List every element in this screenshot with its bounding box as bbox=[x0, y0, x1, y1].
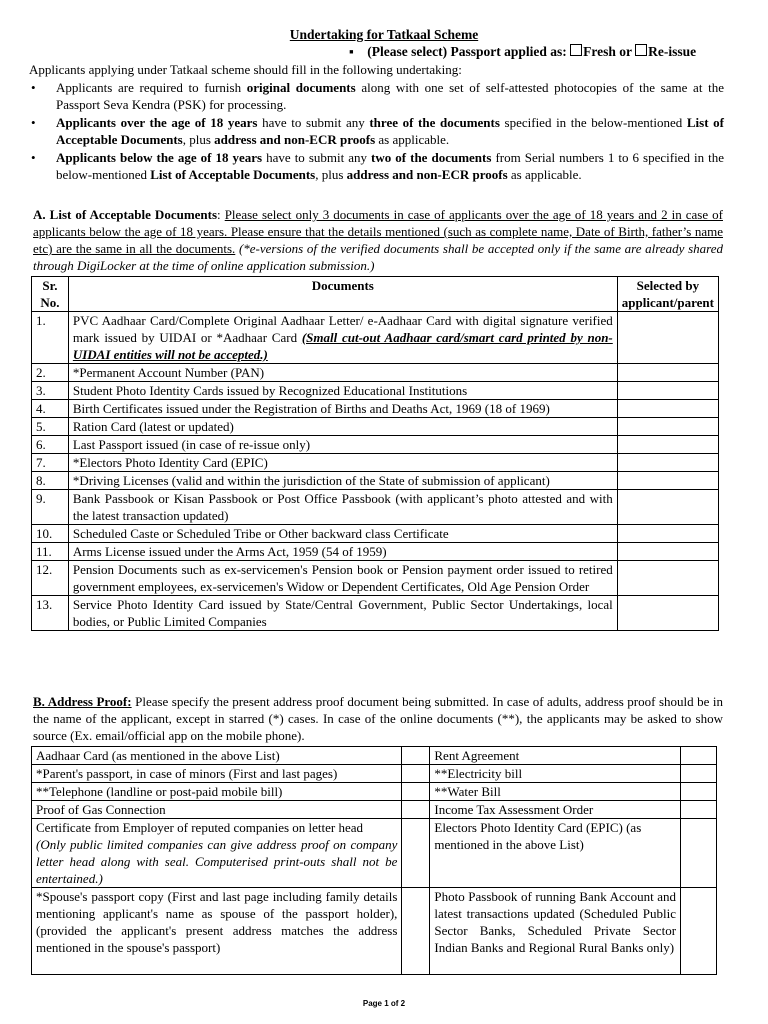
row-number: 1. bbox=[32, 312, 69, 364]
address-proof-option: **Water Bill bbox=[430, 783, 681, 801]
row-number: 7. bbox=[32, 454, 69, 472]
bullet-text: along with one set of self-attested photocopies of the same at the Passport Seva Kendra (PSK) for processing. bbox=[56, 80, 724, 112]
bullet-emphasis: Applicants over the age of 18 years bbox=[56, 115, 258, 130]
document-name: Pension Documents such as ex-servicemen's Pension book or Pension payment order issued to retired government employees, ex-servicemen's Widow or Dependent Certificates, Old Age Pension Order bbox=[68, 561, 617, 596]
selection-cell[interactable] bbox=[617, 400, 718, 418]
passport-type-selector bbox=[349, 43, 696, 60]
selection-cell[interactable] bbox=[617, 454, 718, 472]
address-proof-option: *Spouse's passport copy (First and last page including family details mentioning applicant's name as spouse of the passport holder), (provided the applicant's present address matches the address mentioned in the spouse's passport) bbox=[32, 888, 402, 975]
row-number: 10. bbox=[32, 525, 69, 543]
row-number: 4. bbox=[32, 400, 69, 418]
address-proof-option: *Parent's passport, in case of minors (First and last pages) bbox=[32, 765, 402, 783]
section-a-heading: A. List of Acceptable Documents bbox=[33, 207, 218, 222]
row-number: 5. bbox=[32, 418, 69, 436]
bullet-emphasis: original documents bbox=[246, 80, 356, 95]
document-warning: (Small cut-out Aadhaar card/smart card printed by non-UIDAI entities will not be accepted.) bbox=[72, 330, 613, 362]
bullet-square-icon: ▪ bbox=[349, 44, 354, 59]
column-header-sr: Sr. No. bbox=[32, 277, 69, 312]
column-header-selected: Selected by applicant/parent bbox=[617, 277, 718, 312]
selector-prefix: (Please select) Passport applied as: bbox=[367, 44, 567, 59]
bullet-emphasis: address and non-ECR proofs bbox=[346, 167, 508, 182]
document-name: *Permanent Account Number (PAN) bbox=[68, 364, 617, 382]
row-number: 13. bbox=[32, 596, 69, 631]
address-proof-option: Income Tax Assessment Order bbox=[430, 801, 681, 819]
document-name: *Driving Licenses (valid and within the jurisdiction of the State of submission of applicant) bbox=[68, 472, 617, 490]
selection-cell[interactable] bbox=[617, 596, 718, 631]
table-row bbox=[32, 312, 719, 364]
section-a-note: (*e-versions of the verified documents shall be accepted only if the same are already shared through DigiLocker at the time of online application submission.) bbox=[33, 241, 723, 273]
section-a-intro bbox=[33, 206, 723, 274]
selection-cell[interactable] bbox=[617, 561, 718, 596]
bullet-text: as applicable. bbox=[375, 132, 450, 147]
selection-cell[interactable] bbox=[402, 765, 430, 783]
fresh-checkbox[interactable] bbox=[570, 44, 582, 56]
selection-cell[interactable] bbox=[402, 888, 430, 975]
address-proof-option: **Telephone (landline or post-paid mobile bill) bbox=[32, 783, 402, 801]
selection-cell[interactable] bbox=[617, 312, 718, 364]
selection-cell[interactable] bbox=[617, 525, 718, 543]
column-header-documents: Documents bbox=[68, 277, 617, 312]
bullet-text: , plus bbox=[315, 167, 347, 182]
table-row bbox=[32, 765, 717, 783]
instructions-list bbox=[31, 79, 724, 184]
table-row bbox=[32, 490, 719, 525]
document-text: PVC Aadhaar Card/Complete Original Aadhaar Letter/ e-Aadhaar Card with digital signature verified mark issued by UIDAI or *Aadhaar Card bbox=[72, 313, 613, 345]
list-item bbox=[31, 149, 724, 183]
selection-cell[interactable] bbox=[402, 819, 430, 888]
bullet-text: as applicable. bbox=[507, 167, 582, 182]
address-proof-option: Electors Photo Identity Card (EPIC) (as mentioned in the above List) bbox=[430, 819, 681, 888]
table-row bbox=[32, 543, 719, 561]
selection-cell[interactable] bbox=[681, 783, 717, 801]
bullet-emphasis: three of the documents bbox=[369, 115, 500, 130]
document-name: Birth Certificates issued under the Registration of Births and Deaths Act, 1969 (18 of 1969) bbox=[68, 400, 617, 418]
document-name: Scheduled Caste or Scheduled Tribe or Other backward class Certificate bbox=[68, 525, 617, 543]
address-proof-option: Rent Agreement bbox=[430, 747, 681, 765]
table-row bbox=[32, 454, 719, 472]
colon: : bbox=[217, 207, 225, 222]
selection-cell[interactable] bbox=[402, 747, 430, 765]
section-a-instructions: Please select only 3 documents in case of applicants over the age of 18 years and 2 in case of applicants below the age of 18 years. Please ensure that the details mentioned (such as complete name, Date of Birth, father’s name etc) are the same in all the documents. bbox=[33, 207, 723, 256]
table-row bbox=[32, 596, 719, 631]
table-row bbox=[32, 888, 717, 975]
section-b-instructions: Please specify the present address proof document being submitted. In case of adults, address proof should be in the name of the applicant, except in starred (*) cases. In case of the online documents (**), the applicants may be asked to show source (Ex. email/official app on the mobile phone). bbox=[33, 694, 724, 743]
bullet-emphasis: Applicants below the age of 18 years bbox=[56, 150, 263, 165]
address-proof-option: Proof of Gas Connection bbox=[32, 801, 402, 819]
option-note: (Only public limited companies can give address proof on company letter head along with seal. Computerised print-outs shall not be entertained.) bbox=[36, 837, 398, 886]
option-text: Certificate from Employer of reputed companies on letter head bbox=[36, 820, 364, 835]
table-row bbox=[32, 418, 719, 436]
page-title: Undertaking for Tatkaal Scheme bbox=[289, 27, 479, 42]
selection-cell[interactable] bbox=[681, 801, 717, 819]
section-b-intro bbox=[33, 693, 723, 744]
row-number: 2. bbox=[32, 364, 69, 382]
bullet-text: Applicants are required to furnish bbox=[56, 80, 247, 95]
selection-cell[interactable] bbox=[617, 436, 718, 454]
document-name: Arms License issued under the Arms Act, 1959 (54 of 1959) bbox=[68, 543, 617, 561]
table-row bbox=[32, 801, 717, 819]
selection-cell[interactable] bbox=[617, 490, 718, 525]
row-number: 8. bbox=[32, 472, 69, 490]
table-row bbox=[32, 819, 717, 888]
table-row bbox=[32, 436, 719, 454]
section-b-heading: B. Address Proof: bbox=[33, 694, 132, 709]
address-proof-option: **Electricity bill bbox=[430, 765, 681, 783]
document-name bbox=[68, 312, 617, 364]
document-name: Ration Card (latest or updated) bbox=[68, 418, 617, 436]
selection-cell[interactable] bbox=[681, 765, 717, 783]
bullet-text: specified in the below-mentioned bbox=[499, 115, 687, 130]
bullet-emphasis: two of the documents bbox=[371, 150, 492, 165]
reissue-label: Re-issue bbox=[648, 44, 697, 59]
document-name: Bank Passbook or Kisan Passbook or Post Office Passbook (with applicant’s photo attested and with the latest transaction updated) bbox=[68, 490, 617, 525]
table-row bbox=[32, 561, 719, 596]
document-name: Last Passport issued (in case of re-issue only) bbox=[68, 436, 617, 454]
table-row bbox=[32, 364, 719, 382]
address-proof-option: Aadhaar Card (as mentioned in the above List) bbox=[32, 747, 402, 765]
selection-cell[interactable] bbox=[617, 382, 718, 400]
list-item bbox=[31, 79, 724, 113]
selection-cell[interactable] bbox=[617, 472, 718, 490]
table-row bbox=[32, 525, 719, 543]
intro-text: Applicants applying under Tatkaal scheme should fill in the following undertaking: bbox=[29, 62, 462, 77]
selection-cell[interactable] bbox=[617, 543, 718, 561]
selection-cell[interactable] bbox=[681, 747, 717, 765]
table-row bbox=[32, 472, 719, 490]
reissue-checkbox[interactable] bbox=[635, 44, 647, 56]
selection-cell[interactable] bbox=[402, 801, 430, 819]
row-number: 6. bbox=[32, 436, 69, 454]
selection-cell[interactable] bbox=[617, 418, 718, 436]
row-number: 11. bbox=[32, 543, 69, 561]
selection-cell[interactable] bbox=[681, 819, 717, 888]
row-number: 12. bbox=[32, 561, 69, 596]
bullet-text: have to submit any bbox=[257, 115, 370, 130]
bullet-text: have to submit any bbox=[262, 150, 372, 165]
acceptable-documents-table bbox=[31, 276, 719, 631]
table-row bbox=[32, 783, 717, 801]
table-row bbox=[32, 400, 719, 418]
row-number: 9. bbox=[32, 490, 69, 525]
bullet-emphasis: address and non-ECR proofs bbox=[214, 132, 376, 147]
document-name: Service Photo Identity Card issued by State/Central Government, Public Sector Undertakings, local bodies, or Public Limited Companies bbox=[68, 596, 617, 631]
table-header-row bbox=[32, 277, 719, 312]
selection-cell[interactable] bbox=[402, 783, 430, 801]
document-name: Student Photo Identity Cards issued by Recognized Educational Institutions bbox=[68, 382, 617, 400]
table-row bbox=[32, 747, 717, 765]
table-row bbox=[32, 382, 719, 400]
bullet-text: from Serial numbers 1 to 6 specified in the below-mentioned bbox=[56, 150, 724, 182]
bullet-emphasis: List of Acceptable Documents bbox=[150, 167, 316, 182]
address-proof-option: Photo Passbook of running Bank Account and latest transactions updated (Scheduled Public Sector Banks, Scheduled Private Sector Indian Banks and Regional Rural Banks only) bbox=[430, 888, 681, 975]
page-number: Page 1 of 2 bbox=[362, 999, 406, 1008]
row-number: 3. bbox=[32, 382, 69, 400]
selection-cell[interactable] bbox=[617, 364, 718, 382]
bullet-text: , plus bbox=[182, 132, 215, 147]
list-item bbox=[31, 114, 724, 148]
address-proof-table bbox=[31, 746, 717, 975]
address-proof-option bbox=[32, 819, 402, 888]
document-name: *Electors Photo Identity Card (EPIC) bbox=[68, 454, 617, 472]
selection-cell[interactable] bbox=[681, 888, 717, 975]
bullet-emphasis: List of Acceptable Documents bbox=[56, 115, 724, 147]
fresh-label: Fresh or bbox=[583, 44, 632, 59]
